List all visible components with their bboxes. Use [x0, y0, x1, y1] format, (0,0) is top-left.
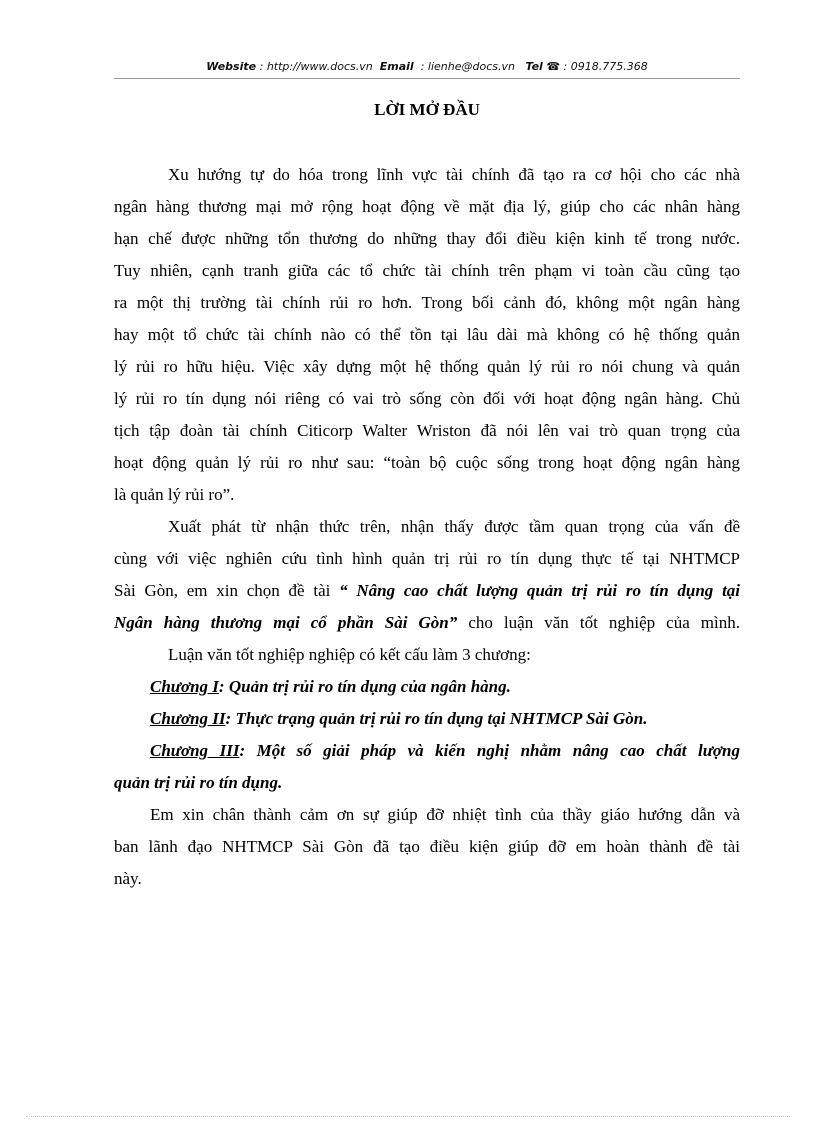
chapter-3-title: : Một số giải pháp và kiến nghị nhằm nâng cao chất lượng: [239, 741, 740, 760]
p1-line-7: lý rủi ro hữu hiệu. Việc xây dựng một hệ thống quản lý rủi ro nói chung và quản: [114, 357, 740, 376]
email-address: lienhe@docs.vn: [427, 60, 515, 73]
chapter-2-label: Chương II: [150, 709, 226, 728]
p1-line-9: tịch tập đoàn tài chính Citicorp Walter Wriston đã nói lên vai trò quan trọng của: [114, 421, 740, 440]
chapter-1-label: Chương I: [150, 677, 219, 696]
p2-line-1: Xuất phát từ nhận thức trên, nhận thấy được tầm quan trọng của vấn đề: [168, 517, 740, 536]
p1-line-4: Tuy nhiên, cạnh tranh giữa các tổ chức tài chính trên phạm vi toàn cầu cũng tạo: [114, 261, 740, 280]
p1-line-3: hạn chế được những tổn thương do những thay đổi điều kiện kinh tế trong nước.: [114, 229, 740, 248]
chapter-2: [150, 706, 740, 732]
p1-line-6: hay một tổ chức tài chính nào có thể tồn tại lâu dài mà không có hệ thống quản: [114, 325, 740, 344]
p4-line-2: ban lãnh đạo NHTMCP Sài Gòn đã tạo điều kiện giúp đỡ em hoàn thành đề tài: [114, 837, 740, 856]
p1-line-8: lý rủi ro tín dụng nói riêng có vai trò sống còn đối với hoạt động ngân hàng. Chủ: [114, 389, 740, 408]
thesis-title-part-1: “ Nâng cao chất lượng quản trị rủi ro tín dụng tại: [339, 581, 740, 600]
chapter-1: [150, 674, 740, 700]
chapter-1-title: : Quản trị rủi ro tín dụng của ngân hàng.: [218, 677, 511, 696]
p2-line-3-plain: Sài Gòn, em xin chọn đề tài: [114, 581, 331, 600]
tel-label: Tel: [525, 60, 543, 73]
p1-line-11: là quản lý rủi ro”.: [114, 485, 235, 504]
p1-line-10: hoạt động quản lý rủi ro như sau: “toàn bộ cuộc sống trong hoạt động ngân hàng: [114, 453, 740, 472]
thesis-title-part-2: Ngân hàng thương mại cổ phần Sài Gòn”: [114, 613, 458, 632]
page-bottom-rule: [26, 1116, 790, 1117]
p1-line-5: ra một thị trường tài chính rủi ro hơn. Trong bối cảnh đó, không một ngân hàng: [114, 293, 740, 312]
p4-line-3: này.: [114, 869, 142, 888]
page-header: Website : http://www.docs.vn Email : lienhe@docs.vn Tel ☎ : 0918.775.368: [206, 60, 648, 73]
page-title: LỜI MỞ ĐẦU: [374, 100, 480, 119]
website-label: Website: [206, 60, 257, 73]
email-label: Email: [379, 60, 414, 73]
p1-line-1: Xu hướng tự do hóa trong lĩnh vực tài chính đã tạo ra cơ hội cho các nhà: [168, 165, 740, 184]
phone-icon: ☎: [546, 60, 561, 73]
tel-number: 0918.775.368: [570, 60, 648, 73]
p2-line-4: [114, 610, 740, 636]
chapter-2-title: : Thực trạng quản trị rủi ro tín dụng tại NHTMCP Sài Gòn.: [225, 709, 648, 728]
chapter-3-label: Chương III: [150, 741, 240, 760]
p2-line-3: [114, 578, 740, 604]
header-rule: [114, 78, 740, 79]
website-url: http://www.docs.vn: [266, 60, 373, 73]
p1-line-2: ngân hàng thương mại mở rộng hoạt động về mặt địa lý, giúp cho các nhân hàng: [114, 197, 740, 216]
structure-intro: Luận văn tốt nghiệp nghiệp có kết cấu làm 3 chương:: [168, 645, 531, 664]
p2-line-4-plain: cho luận văn tốt nghiệp của mình.: [468, 613, 740, 632]
chapter-3: [150, 738, 740, 764]
p2-line-2: cùng với việc nghiên cứu tình hình quản trị rủi ro tín dụng thực tế tại NHTMCP: [114, 549, 740, 568]
chapter-3-continued: quản trị rủi ro tín dụng.: [114, 773, 283, 792]
p4-line-1: Em xin chân thành cảm ơn sự giúp đỡ nhiệt tình của thầy giáo hướng dẫn và: [150, 805, 740, 824]
